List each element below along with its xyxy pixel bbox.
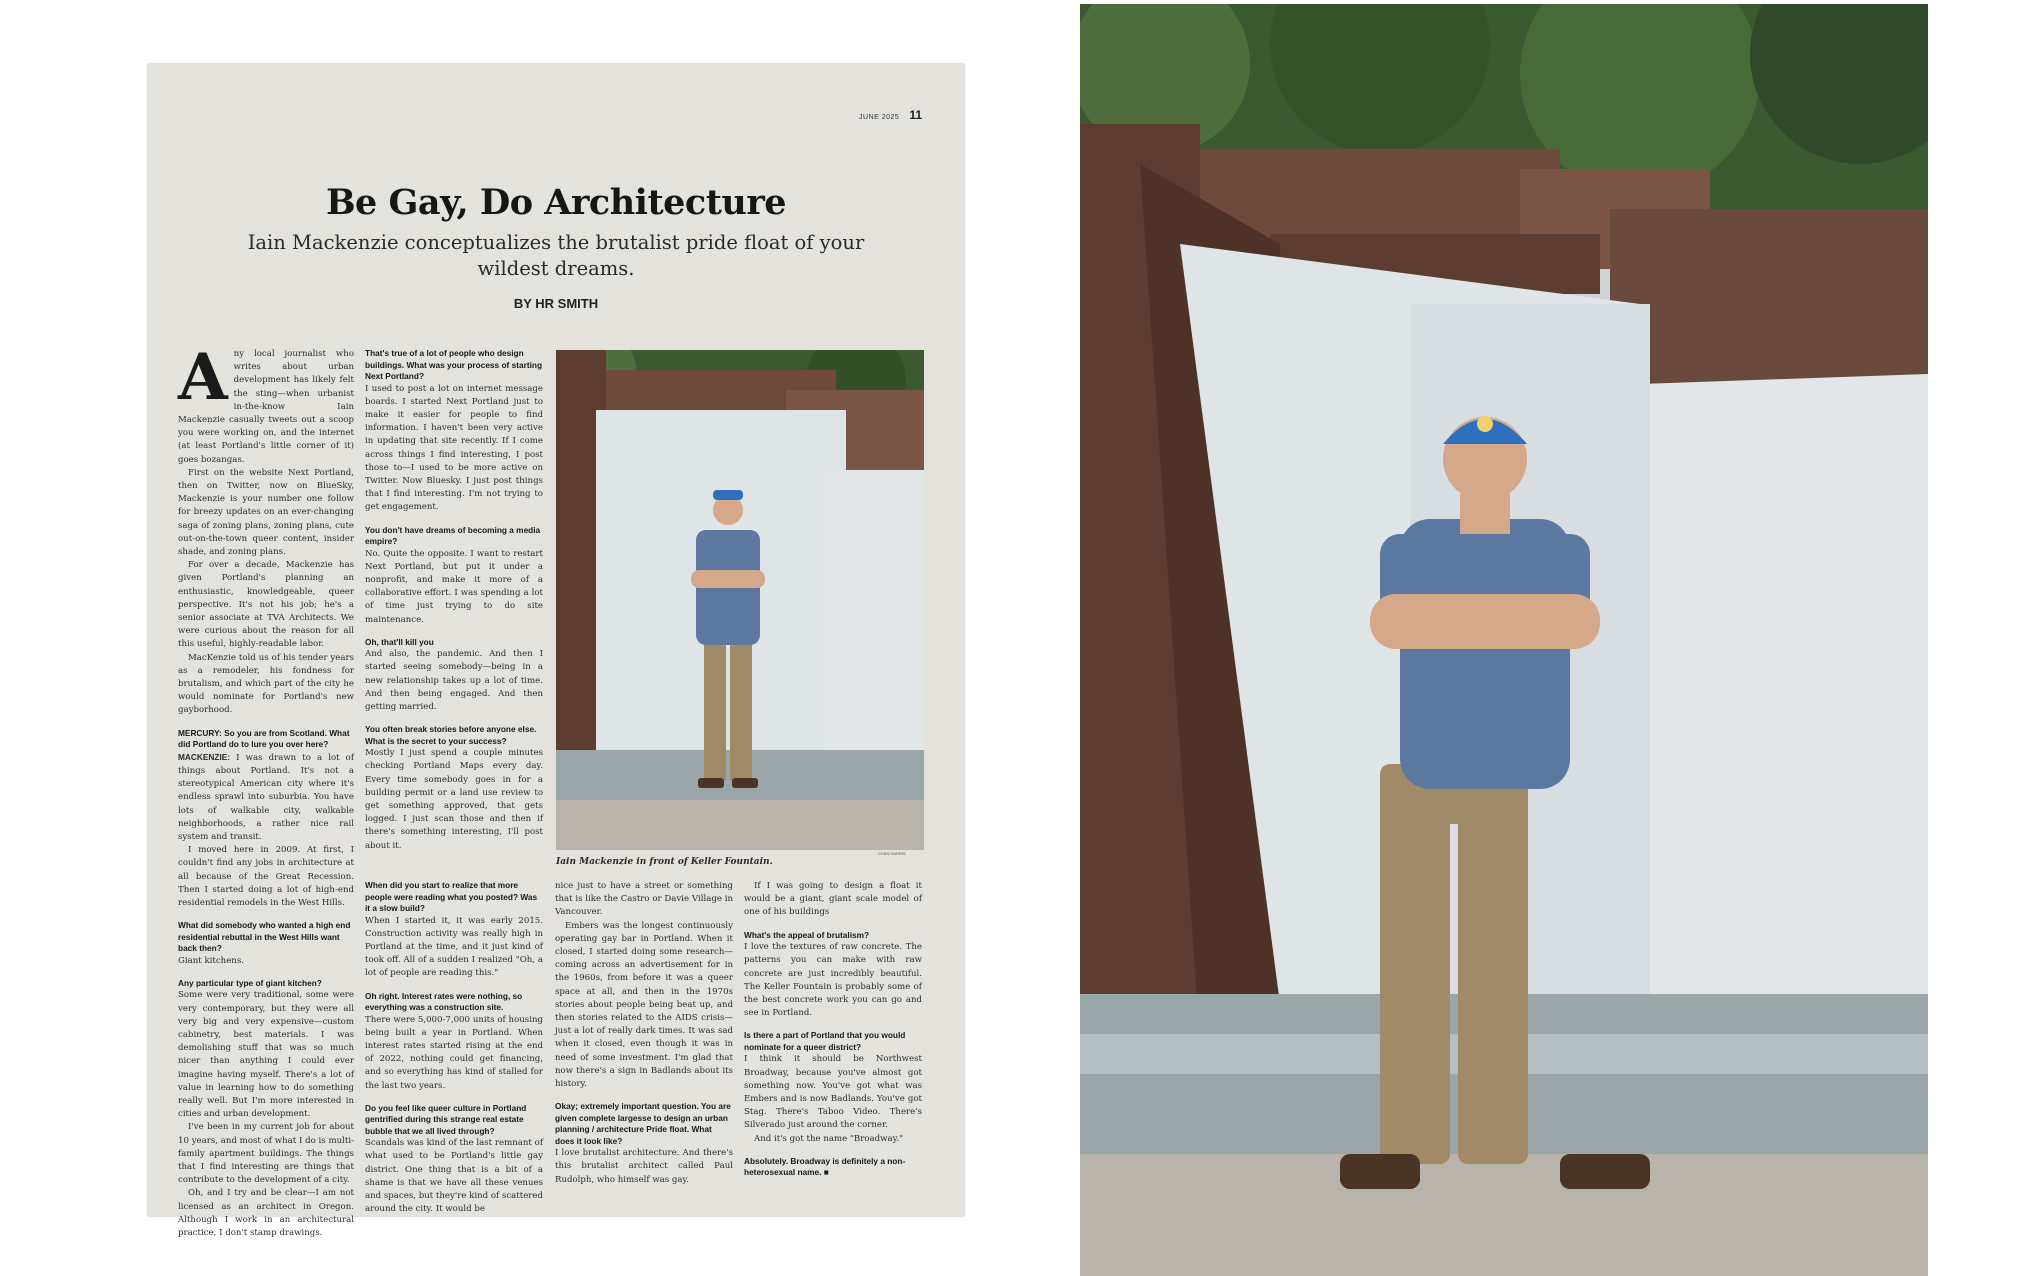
interview-answer: I love the textures of raw concrete. The patterns you can make with raw concrete are just incredibly beautiful. The Keller Fountain is probably some of the best concrete work you can go and see in Portland. xyxy=(744,942,922,1019)
photo-caption: Iain Mackenzie in front of Keller Fountain. xyxy=(556,857,773,867)
interview-answer: Giant kitchens. xyxy=(178,955,244,966)
interview-question: Is there a part of Portland that you would nominate for a queer district? xyxy=(744,1030,906,1052)
paragraph: I've been in my current job for about 10 years, and most of what I do is multi-family apartment buildings. The things that I find interesting are things that contribute to the development of a city. xyxy=(178,1122,354,1186)
interview-answer: There were 5,000-7,000 units of housing being built a year in Portland. When interest rates started rising at the end of 2022, nothing could get financing, and so everything has kind of stalled for the last two years. xyxy=(365,1014,543,1091)
interview-question: What's the appeal of brutalism? xyxy=(744,929,870,940)
magazine-page xyxy=(148,64,964,1238)
paragraph: ny local journalist who writes about urban development has likely felt the sting—when urbanist in-the-know Iain Mackenzie casually tweets out a scoop you were working on, and the internet (at least Portland's little corner of it) goes bozangas. xyxy=(178,349,354,465)
interview-question: What did somebody who wanted a high end residential rebuttal in the West Hills want back then? xyxy=(178,920,351,954)
article-byline: BY HR SMITH xyxy=(513,296,599,311)
answer-text: I was drawn to a lot of things about Portland. It's not a stereotypical American city where it's endless sprawl into suburbia. You have lots of walkable city, walkable neighborhoods, a rather nice rail system and transit. xyxy=(178,752,354,842)
page-folio xyxy=(859,108,922,122)
page-number: 11 xyxy=(909,108,922,122)
interview-answer xyxy=(178,751,354,844)
interview-question: Okay; extremely important question. You are given complete largesse to design an urban planning / architecture Pride float. What does it look like? xyxy=(555,1101,731,1146)
large-portrait-photo xyxy=(1080,4,1928,1276)
interview-question: Any particular type of giant kitchen? xyxy=(178,977,322,988)
interview-question: You don't have dreams of becoming a media empire? xyxy=(365,524,541,547)
interview-answer: I used to post a lot on internet message boards. I started Next Portland just to make it easier for people to find information. I haven't been very active in updating that site recently. If I come across things I find interesting, I post those to—I used to be more active on Twitter. Now Bluesky. I just post things that I find interesting. I'm not trying to get engagement. xyxy=(365,383,543,513)
article-deck: Iain Mackenzie conceptualizes the brutalist pride float of your wildest dreams. xyxy=(247,231,865,280)
speaker-label: MACKENZIE: xyxy=(178,751,231,762)
paragraph: nice just to have a street or something that is like the Castro or Davie Village in Vancouver. xyxy=(555,881,733,918)
article-column-1 xyxy=(178,340,354,1240)
interview-question: Oh right. Interest rates were nothing, so everything was a construction site. xyxy=(365,990,523,1013)
interview-answer: No. Quite the opposite. I want to restart Next Portland, but put it under a nonprofit, and make it more of a collaborative effort. I was spending a lot of time just trying to do site maintenance. xyxy=(365,548,543,625)
interview-question: MERCURY: So you are from Scotland. What did Portland do to lure you over here? xyxy=(178,727,350,750)
interview-question: That's true of a lot of people who design buildings. What was your process of starting Next Portland? xyxy=(365,348,543,381)
interview-question: Absolutely. Broadway is definitely a non-heterosexual name. ■ xyxy=(744,1155,906,1178)
paragraph: Oh, and I try and be clear—I am not licensed as an architect in Oregon. Although I work in an architectural practice, I don't stamp drawings. xyxy=(178,1188,354,1238)
issue-date: JUNE 2025 xyxy=(859,114,900,121)
article-column-2 xyxy=(365,348,543,853)
interview-answer: I think it should be Northwest Broadway, because you've almost got something now. You've got what was Embers and is now Badlands. You've got Stag. There's Taboo Video. There's Silverado just around the corner. xyxy=(744,1054,922,1131)
paragraph: MacKenzie told us of his tender years as a remodeler, his fondness for brutalism, and which part of the city he would nominate for Portland's new gayborhood. xyxy=(178,652,354,716)
article-headline: Be Gay, Do Architecture xyxy=(325,182,787,223)
paragraph: And it's got the name "Broadway." xyxy=(754,1133,904,1144)
paragraph: Embers was the longest continuously operating gay bar in Portland. When it closed, I started doing some research—coming across an advertisement for in the 1960s, from before it was a queer space at all, and then in the 1970s stories about people being beat up, and then stories related to the AIDS crisis—just a lot of really dark times. It was sad when it closed, even though it was in need of some investment. I'm glad that now there's a sign in Badlands about its history. xyxy=(555,920,733,1090)
interview-answer: Mostly I just spend a couple minutes checking Portland Maps every day. Every time somebody goes in for a building permit or a land use review to get something approved, that gets logged. I just scan those and then if there's something interesting, I'll post about it. xyxy=(365,748,543,851)
interview-answer: I love brutalist architecture. And there's this brutalist architect called Paul Rudolph, who himself was gay. xyxy=(555,1148,733,1185)
inline-article-photo xyxy=(556,350,924,850)
interview-question: Oh, that'll kill you xyxy=(365,636,434,647)
interview-answer: When I started it, it was early 2015. Construction activity was really high in Portland at the time, and it just kind of took off. All of a sudden I realized "Oh, a lot of people are reading this." xyxy=(365,915,543,979)
interview-answer: Scandals was kind of the last remnant of what used to be Portland's little gay district. One thing that is a bit of a shame is that we have all these venues and spaces, but they're kind of scattered around the city. It would be xyxy=(365,1138,543,1215)
paragraph: I moved here in 2009. At first, I couldn't find any jobs in architecture at all because of the Great Recession. Then I started doing a lot of high-end residential remodels in the West Hills. xyxy=(178,845,354,908)
interview-answer: Some were very traditional, some were very contemporary, but they were all very big and very expensive—custom cabinetry, best materials. I was demolishing stuff that was so much nicer than anything I could ever imagine having myself. There's a lot of value in learning how to do something really well. But I'm more interested in cities and urban development. xyxy=(178,990,354,1120)
article-column-3 xyxy=(555,880,733,1187)
photo-credit: CHAN HARRIS xyxy=(878,851,906,856)
article-column-4 xyxy=(744,880,922,1179)
paragraph: First on the website Next Portland, then on Twitter, now on BlueSky, Mackenzie is your number one follow for breezy updates on an ever-changing saga of zoning plans, zoning plans, cute out-on-the-town queer content, insider shade, and zoning plans. xyxy=(178,467,354,558)
drop-cap: A xyxy=(178,340,228,415)
interview-question: Do you feel like queer culture in Portland gentrified during this strange real estate bubble that we all lived through? xyxy=(365,1102,527,1136)
paragraph: For over a decade, Mackenzie has given Portland's planning an enthusiastic, knowledgeable, queer perspective. It's not his job; he's a senior associate at TVA Architects. We were curious about the reason for all this useful, highly-readable labor. xyxy=(178,560,354,650)
interview-question: You often break stories before anyone else. What is the secret to your success? xyxy=(365,724,537,746)
article-column-2-lower xyxy=(365,880,543,1216)
interview-question: When did you start to realize that more people were reading what you posted? Was it a slow build? xyxy=(365,880,538,913)
paragraph: If I was going to design a float it would be a giant, giant scale model of one of his buildings xyxy=(744,881,922,918)
interview-answer: And also, the pandemic. And then I started seeing somebody—being in a new relationship takes up a lot of time. And then being engaged. And then getting married. xyxy=(365,649,543,713)
